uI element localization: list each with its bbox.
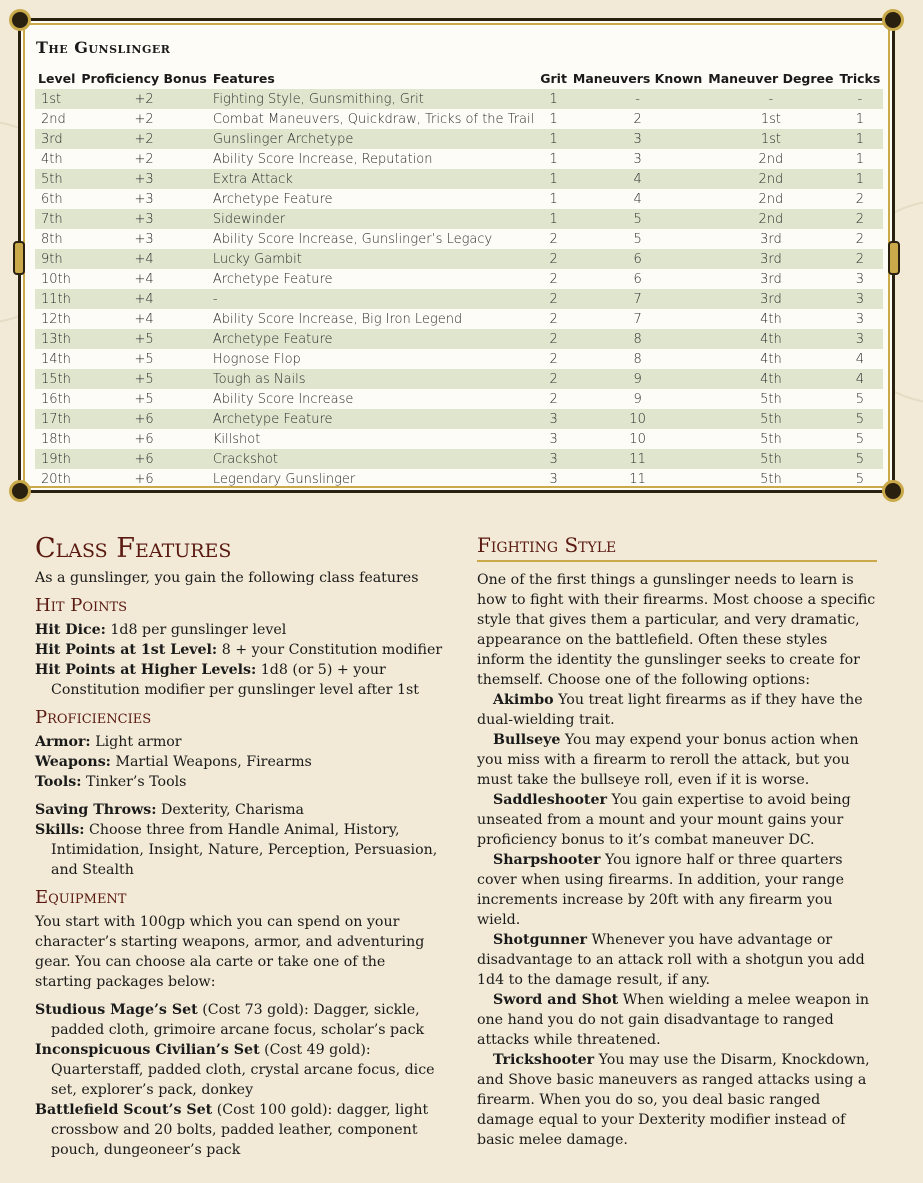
package-name: Inconspicuous Civilian’s Set [35, 1042, 260, 1058]
option-name: Bullseye [493, 732, 561, 748]
hit-dice-line [35, 620, 445, 640]
cell-features: Crackshot [210, 449, 537, 469]
cell-features: Archetype Feature [210, 329, 537, 349]
option-name: Shotgunner [493, 932, 587, 948]
frame-corner [9, 9, 31, 31]
fighting-style-column [477, 530, 877, 1150]
cell-features: Ability Score Increase [212, 391, 354, 407]
frame-corner [882, 9, 904, 31]
cell-maneuvers-known: 10 [570, 409, 705, 429]
table-row [35, 449, 883, 469]
hp-higher-label: Hit Points at Higher Levels: [35, 662, 257, 678]
cell-grit: 1 [537, 129, 570, 149]
cell-maneuver-degree: 2nd [705, 209, 836, 229]
cell-maneuvers-known: 4 [570, 169, 705, 189]
equipment-intro: You start with 100gp which you can spend on your character’s starting weapons, armor, and adventuring gear. You can choose ala carte or take one of the starting packages below: [35, 914, 425, 990]
fighting-style-option [477, 850, 877, 930]
table-row [35, 189, 883, 209]
cell-proficiency: +2 [134, 111, 154, 127]
equipment-heading: Equipment [35, 887, 127, 908]
cell-maneuvers-known: 4 [633, 191, 642, 207]
cell-proficiency: +3 [134, 231, 154, 247]
hp-first-value: 8 + your Constitution modifier [221, 642, 443, 658]
package-name: Studious Mage’s Set [35, 1002, 198, 1018]
fighting-style-option [477, 730, 877, 790]
cell-proficiency: +3 [134, 191, 154, 207]
skills-line [35, 820, 445, 880]
tools-value: Tinker’s Tools [85, 774, 187, 790]
cell-features: - [210, 289, 537, 309]
cell-tricks: 2 [837, 209, 884, 229]
cell-grit: 1 [549, 151, 558, 167]
cell-maneuver-degree: 5th [705, 449, 836, 469]
cell-proficiency: +5 [78, 369, 210, 389]
tools-label: Tools: [35, 774, 82, 790]
table-row [35, 209, 883, 229]
table-row [35, 249, 883, 269]
cell-maneuver-degree: 3rd [705, 249, 836, 269]
cell-maneuver-degree: 3rd [760, 231, 782, 247]
header-features: Features [212, 70, 275, 86]
cell-maneuver-degree: 5th [760, 431, 782, 447]
cell-tricks: 5 [855, 391, 865, 407]
cell-features: Extra Attack [210, 169, 537, 189]
cell-maneuver-degree: 5th [705, 409, 836, 429]
header-tricks: Tricks [839, 70, 881, 86]
cell-features: Tough as Nails [210, 369, 537, 389]
cell-grit: 3 [537, 449, 570, 469]
cell-grit: 2 [537, 369, 570, 389]
cell-level: 20th [41, 471, 71, 487]
cell-features: Ability Score Increase, Gunslinger’s Legacy [212, 231, 493, 247]
option-text: You treat light firearms as if they have the dual-wielding trait. [477, 692, 863, 728]
header-proficiency: Proficiency Bonus [81, 70, 207, 86]
cell-proficiency: +4 [78, 289, 210, 309]
cell-tricks: - [837, 89, 884, 109]
hp-higher-levels-line [35, 660, 445, 700]
cell-proficiency: +5 [134, 391, 154, 407]
cell-grit: 3 [549, 431, 558, 447]
cell-maneuver-degree: 5th [760, 391, 782, 407]
proficiencies-heading: Proficiencies [35, 707, 152, 728]
cell-maneuver-degree: 1st [705, 129, 836, 149]
weapons-value: Martial Weapons, Firearms [115, 754, 312, 770]
cell-features: Killshot [212, 431, 261, 447]
cell-maneuvers-known: 2 [633, 111, 642, 127]
cell-maneuvers-known: 5 [570, 209, 705, 229]
cell-proficiency: +5 [78, 329, 210, 349]
equipment-package [35, 1000, 445, 1040]
table-row [35, 109, 883, 129]
cell-tricks: 5 [837, 449, 884, 469]
frame-corner [9, 480, 31, 502]
table-row [35, 89, 883, 109]
cell-grit: 1 [537, 209, 570, 229]
equipment-package [35, 1100, 445, 1160]
fighting-style-option [477, 690, 877, 730]
cell-grit: 2 [537, 329, 570, 349]
hit-dice-value: 1d8 per gunslinger level [110, 622, 287, 638]
cell-maneuvers-known: 11 [629, 471, 646, 487]
table-row [35, 289, 883, 309]
package-text: (Cost 100 gold): dagger, light crossbow and 20 bolts, padded leather, component pouch, dungeoneer’s pack [51, 1102, 429, 1158]
table-row [35, 329, 883, 349]
cell-proficiency: +6 [78, 449, 210, 469]
cell-tricks: 4 [837, 369, 884, 389]
cell-maneuvers-known: 11 [570, 449, 705, 469]
cell-grit: 2 [537, 249, 570, 269]
fighting-style-heading: Fighting Style [477, 530, 877, 562]
header-grit: Grit [540, 70, 567, 86]
tools-line [35, 772, 445, 792]
skills-value: Choose three from Handle Animal, History, Intimidation, Insight, Nature, Perception, Persuasion, and Stealth [51, 822, 438, 878]
cell-proficiency: +4 [134, 271, 154, 287]
cell-features: Archetype Feature [212, 271, 333, 287]
cell-maneuvers-known: 8 [633, 351, 642, 367]
table-row [35, 309, 883, 329]
cell-proficiency: +3 [78, 169, 210, 189]
cell-grit: 3 [549, 471, 558, 487]
armor-value: Light armor [95, 734, 182, 750]
cell-level: 7th [35, 209, 78, 229]
cell-proficiency: +5 [134, 351, 154, 367]
cell-features: Combat Maneuvers, Quickdraw, Tricks of the Trail [212, 111, 535, 127]
option-text: You gain expertise to avoid being unseated from a mount and your mount gains your proficiency bonus to it’s combat maneuver DC. [477, 792, 851, 848]
fighting-style-option [477, 990, 877, 1050]
level-table-frame [18, 18, 895, 493]
cell-maneuvers-known: 8 [570, 329, 705, 349]
skills-label: Skills: [35, 822, 85, 838]
cell-level: 11th [35, 289, 78, 309]
frame-edge-ornament [13, 241, 25, 275]
cell-level: 8th [41, 231, 63, 247]
header-level: Level [38, 70, 76, 86]
weapons-label: Weapons: [35, 754, 111, 770]
cell-maneuver-degree: 3rd [705, 289, 836, 309]
cell-level: 5th [35, 169, 78, 189]
class-features-intro: As a gunslinger, you gain the following class features [35, 570, 419, 586]
cell-maneuvers-known: 9 [570, 369, 705, 389]
cell-features: Ability Score Increase, Reputation [212, 151, 433, 167]
hit-dice-label: Hit Dice: [35, 622, 106, 638]
cell-maneuver-degree: 1st [760, 111, 781, 127]
class-features-column [35, 530, 445, 1160]
cell-maneuver-degree: 4th [705, 369, 836, 389]
cell-tricks: 3 [855, 271, 865, 287]
cell-proficiency: +2 [78, 89, 210, 109]
cell-maneuvers-known: 3 [633, 151, 642, 167]
cell-tricks: 3 [855, 311, 865, 327]
cell-tricks: 1 [837, 129, 884, 149]
cell-grit: 2 [549, 351, 558, 367]
fighting-style-intro: One of the first things a gunslinger needs to learn is how to fight with their firearms. Most choose a specific style that gives them a particular, and very dramatic, appearance on the battlefield. Often these styles inform the identity the gunslinger seeks to create for themself. Choose one of the following options: [477, 572, 876, 688]
hp-first-level-line [35, 640, 445, 660]
cell-maneuvers-known: 5 [633, 231, 642, 247]
armor-line [35, 732, 445, 752]
cell-features: Archetype Feature [210, 409, 537, 429]
cell-grit: 2 [549, 231, 558, 247]
fighting-style-option [477, 930, 877, 990]
option-text: You may use the Disarm, Knockdown, and Shove basic maneuvers as ranged attacks using a firearm. When you do so, you deal basic ranged damage equal to your Dexterity modifier instead of basic melee damage. [477, 1052, 870, 1148]
table-row [35, 389, 883, 409]
cell-tricks: 1 [855, 151, 865, 167]
table-row [35, 229, 883, 249]
armor-label: Armor: [35, 734, 91, 750]
cell-maneuvers-known: 9 [633, 391, 642, 407]
cell-tricks: 2 [855, 231, 865, 247]
saving-throws-label: Saving Throws: [35, 802, 157, 818]
table-title: The Gunslinger [36, 38, 171, 57]
cell-maneuver-degree: 4th [760, 311, 782, 327]
cell-grit: 2 [549, 311, 558, 327]
cell-proficiency: +6 [134, 471, 154, 487]
table-row [35, 369, 883, 389]
cell-level: 16th [41, 391, 71, 407]
cell-features: Lucky Gambit [210, 249, 537, 269]
cell-tricks: 2 [837, 249, 884, 269]
cell-maneuver-degree: 4th [760, 351, 782, 367]
cell-grit: 1 [549, 111, 558, 127]
package-name: Battlefield Scout’s Set [35, 1102, 213, 1118]
cell-level: 2nd [41, 111, 66, 127]
cell-maneuver-degree: 2nd [758, 191, 784, 207]
option-text: You may expend your bonus action when you miss with a firearm to reroll the attack, but you must take the bullseye roll, even if it is worse. [477, 732, 859, 788]
cell-tricks: 4 [855, 351, 865, 367]
cell-level: 15th [35, 369, 78, 389]
frame-corner [882, 480, 904, 502]
cell-level: 14th [41, 351, 71, 367]
table-row [35, 149, 883, 169]
cell-proficiency: +2 [134, 151, 154, 167]
cell-tricks: 3 [837, 329, 884, 349]
gunslinger-level-table [35, 67, 883, 489]
cell-maneuver-degree: 2nd [758, 151, 784, 167]
cell-features: Hognose Flop [212, 351, 301, 367]
cell-proficiency: +2 [78, 129, 210, 149]
cell-maneuver-degree: 2nd [705, 169, 836, 189]
cell-maneuvers-known: 10 [629, 431, 646, 447]
cell-tricks: 2 [855, 191, 865, 207]
cell-maneuver-degree: 5th [760, 471, 782, 487]
option-name: Sharpshooter [493, 852, 601, 868]
option-text: Whenever you have advantage or disadvantage to an attack roll with a shotgun you add 1d4 to the damage result, if any. [477, 932, 865, 988]
cell-level: 10th [41, 271, 71, 287]
hp-first-label: Hit Points at 1st Level: [35, 642, 218, 658]
saving-throws-value: Dexterity, Charisma [161, 802, 305, 818]
table-header-row [35, 67, 883, 89]
cell-level: 19th [35, 449, 78, 469]
cell-level: 3rd [35, 129, 78, 149]
cell-grit: 3 [537, 409, 570, 429]
table-row [35, 169, 883, 189]
saving-throws-line [35, 800, 445, 820]
frame-edge-ornament [888, 241, 900, 275]
cell-level: 13th [35, 329, 78, 349]
option-name: Akimbo [493, 692, 554, 708]
cell-proficiency: +3 [78, 209, 210, 229]
cell-grit: 2 [549, 271, 558, 287]
cell-tricks: 1 [855, 111, 865, 127]
cell-features: Sidewinder [210, 209, 537, 229]
cell-features: Ability Score Increase, Big Iron Legend [212, 311, 463, 327]
cell-tricks: 5 [855, 431, 865, 447]
cell-proficiency: +4 [134, 311, 154, 327]
cell-grit: 1 [537, 169, 570, 189]
cell-maneuver-degree: 3rd [760, 271, 782, 287]
option-name: Trickshooter [493, 1052, 595, 1068]
cell-maneuvers-known: - [570, 89, 705, 109]
cell-level: 17th [35, 409, 78, 429]
fighting-style-option [477, 790, 877, 850]
cell-level: 9th [35, 249, 78, 269]
cell-level: 6th [41, 191, 63, 207]
cell-maneuver-degree: - [705, 89, 836, 109]
cell-maneuvers-known: 7 [633, 311, 642, 327]
equipment-package [35, 1040, 445, 1100]
table-row [35, 269, 883, 289]
table-row [35, 129, 883, 149]
fighting-style-option [477, 1050, 877, 1150]
cell-proficiency: +6 [134, 431, 154, 447]
cell-level: 18th [41, 431, 71, 447]
cell-maneuvers-known: 6 [633, 271, 642, 287]
hit-points-heading: Hit Points [35, 595, 128, 616]
header-maneuver-degree: Maneuver Degree [708, 70, 834, 86]
cell-tricks: 1 [837, 169, 884, 189]
class-features-heading: Class Features [35, 533, 232, 564]
package-text: (Cost 49 gold): Quarterstaff, padded cloth, crystal arcane focus, dice set, explorer’s pack, donkey [51, 1042, 435, 1098]
cell-level: 1st [35, 89, 78, 109]
cell-tricks: 5 [837, 409, 884, 429]
option-name: Sword and Shot [493, 992, 619, 1008]
cell-maneuvers-known: 7 [570, 289, 705, 309]
cell-maneuvers-known: 3 [570, 129, 705, 149]
cell-proficiency: +6 [78, 409, 210, 429]
cell-tricks: 5 [855, 471, 865, 487]
cell-grit: 1 [549, 191, 558, 207]
cell-proficiency: +4 [78, 249, 210, 269]
table-row [35, 429, 883, 449]
cell-grit: 2 [549, 391, 558, 407]
cell-features: Archetype Feature [212, 191, 333, 207]
cell-level: 4th [41, 151, 63, 167]
cell-features: Fighting Style, Gunsmithing, Grit [210, 89, 537, 109]
header-maneuvers-known: Maneuvers Known [572, 70, 703, 86]
package-text: (Cost 73 gold): Dagger, sickle, padded cloth, grimoire arcane focus, scholar’s pack [51, 1002, 425, 1038]
hp-higher-value: 1d8 (or 5) + your Constitution modifier per gunslinger level after 1st [51, 662, 419, 698]
cell-level: 12th [41, 311, 71, 327]
table-row [35, 469, 883, 489]
cell-grit: 1 [537, 89, 570, 109]
cell-maneuvers-known: 6 [570, 249, 705, 269]
cell-features: Gunslinger Archetype [210, 129, 537, 149]
table-row [35, 409, 883, 429]
option-name: Saddleshooter [493, 792, 607, 808]
option-text: You ignore half or three quarters cover when using firearms. In addition, your range increments increase by 20ft with any firearm you wield. [477, 852, 845, 928]
weapons-line [35, 752, 445, 772]
cell-features: Legendary Gunslinger [212, 471, 356, 487]
cell-maneuver-degree: 4th [705, 329, 836, 349]
cell-grit: 2 [537, 289, 570, 309]
table-row [35, 349, 883, 369]
cell-tricks: 3 [837, 289, 884, 309]
option-text: When wielding a melee weapon in one hand you do not gain disadvantage to ranged attacks while threatened. [477, 992, 870, 1048]
